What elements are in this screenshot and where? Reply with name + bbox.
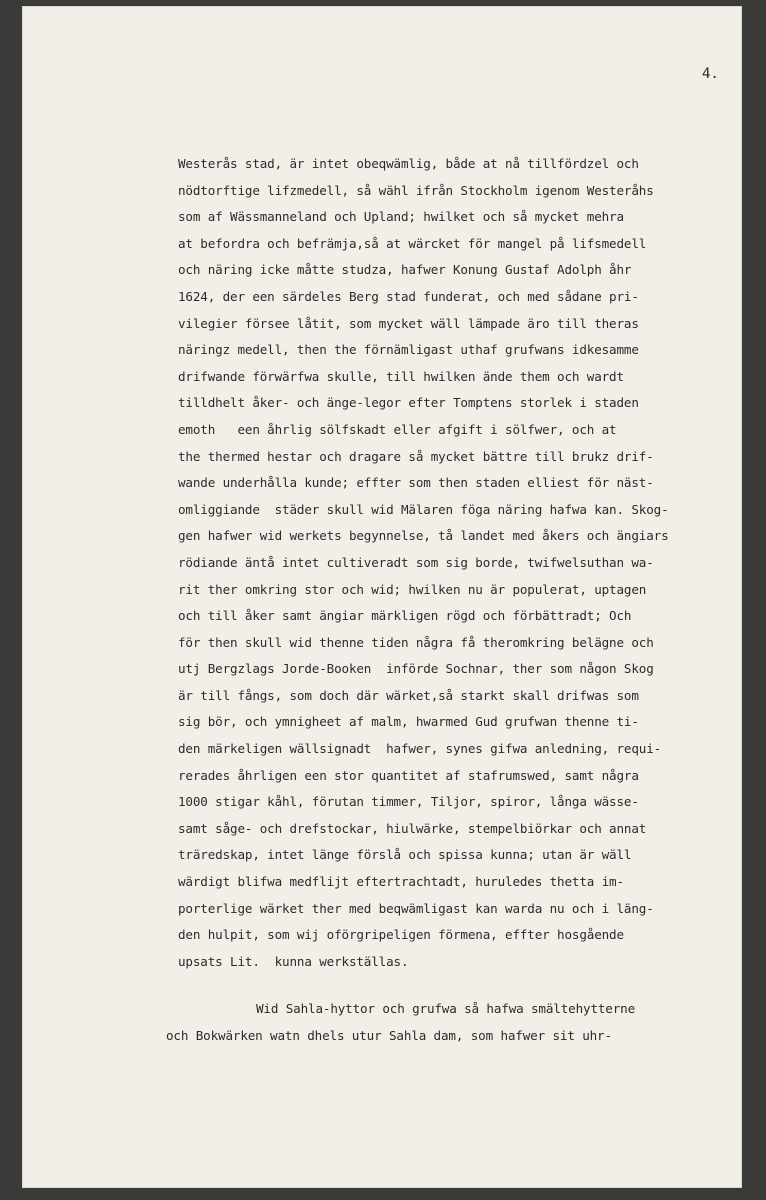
text-line: för then skull wid thenne tiden några få theromkring belägne och bbox=[178, 634, 654, 650]
text-line: the thermed hestar och dragare så mycket bättre till brukz drif- bbox=[178, 448, 654, 464]
text-line: rit ther omkring stor och wid; hwilken nu är populerat, uptagen bbox=[178, 581, 647, 597]
text-line: gen hafwer wid werkets begynnelse, tå landet med åkers och ängiars bbox=[178, 528, 669, 544]
text-line: näringz medell, then the förnämligast uthaf grufwans idkesamme bbox=[178, 342, 639, 358]
text-line: wärdigt blifwa medflijt eftertrachtadt, huruledes thetta im- bbox=[178, 874, 624, 890]
text-line: samt såge- och drefstockar, hiulwärke, stempelbiörkar och annat bbox=[178, 820, 647, 836]
text-line: och Bokwärken watn dhels utur Sahla dam, som hafwer sit uhr- bbox=[166, 1027, 612, 1043]
text-line: den märkeligen wällsignadt hafwer, synes gifwa anledning, requi- bbox=[178, 741, 662, 757]
text-line: vilegier försee låtit, som mycket wäll lämpade äro till theras bbox=[178, 315, 639, 331]
text-line: 1000 stigar kåhl, förutan timmer, Tiljor, spiror, långa wässe- bbox=[178, 794, 639, 810]
text-line: sig bör, och ymnigheet af malm, hwarmed Gud grufwan thenne ti- bbox=[178, 714, 639, 730]
text-line: den hulpit, som wij oförgripeligen förmena, effter hosgående bbox=[178, 927, 624, 943]
text-line: Wid Sahla-hyttor och grufwa så hafwa smältehytterne bbox=[256, 1001, 636, 1016]
text-line: Westerås stad, är intet obeqwämlig, både at nå tillfördzel och bbox=[178, 156, 639, 171]
text-line: träredskap, intet länge förslå och spissa kunna; utan är wäll bbox=[178, 847, 632, 863]
text-line: utj Bergzlags Jorde-Booken införde Sochnar, ther som någon Skog bbox=[178, 661, 654, 677]
text-line: tilldhelt åker- och änge-legor efter Tomptens storlek i staden bbox=[178, 395, 639, 411]
text-line: 1624, der een särdeles Berg stad funderat, och med sådane pri- bbox=[178, 288, 639, 304]
paragraph-1 bbox=[178, 151, 738, 975]
text-line: rödiande äntå intet cultiveradt som sig borde, twifwelsuthan wa- bbox=[178, 554, 654, 570]
text-line: som af Wässmanneland och Upland; hwilket och så mycket mehra bbox=[178, 209, 624, 225]
text-line: wande underhålla kunde; effter som then staden elliest för näst- bbox=[178, 475, 654, 491]
text-line: porterlige wärket ther med beqwämligast kan warda nu och i läng- bbox=[178, 900, 654, 916]
paragraph-2 bbox=[166, 996, 736, 1049]
text-line: nödtorftige lifzmedell, så wähl ifrån Stockholm igenom Westeråhs bbox=[178, 182, 654, 198]
text-line: och näring icke måtte studza, hafwer Konung Gustaf Adolph åhr bbox=[178, 262, 632, 278]
text-line: at befordra och befrämja,så at wärcket för mangel på lifsmedell bbox=[178, 235, 647, 251]
text-line: omliggiande städer skull wid Mälaren föga näring hafwa kan. Skog- bbox=[178, 501, 669, 517]
text-line: är till fångs, som doch där wärket,så starkt skall drifwas som bbox=[178, 687, 639, 703]
text-line: drifwande förwärfwa skulle, till hwilken ände them och wardt bbox=[178, 368, 624, 384]
page-number: 4. bbox=[702, 66, 719, 82]
text-line: upsats Lit. kunna werkställas. bbox=[178, 953, 409, 969]
text-line: och till åker samt ängiar märkligen rögd och förbättradt; Och bbox=[178, 608, 632, 624]
text-line: emoth een åhrlig sölfskadt eller afgift i sölfwer, och at bbox=[178, 421, 617, 437]
text-line: rerades åhrligen een stor quantitet af stafrumswed, samt några bbox=[178, 767, 639, 783]
